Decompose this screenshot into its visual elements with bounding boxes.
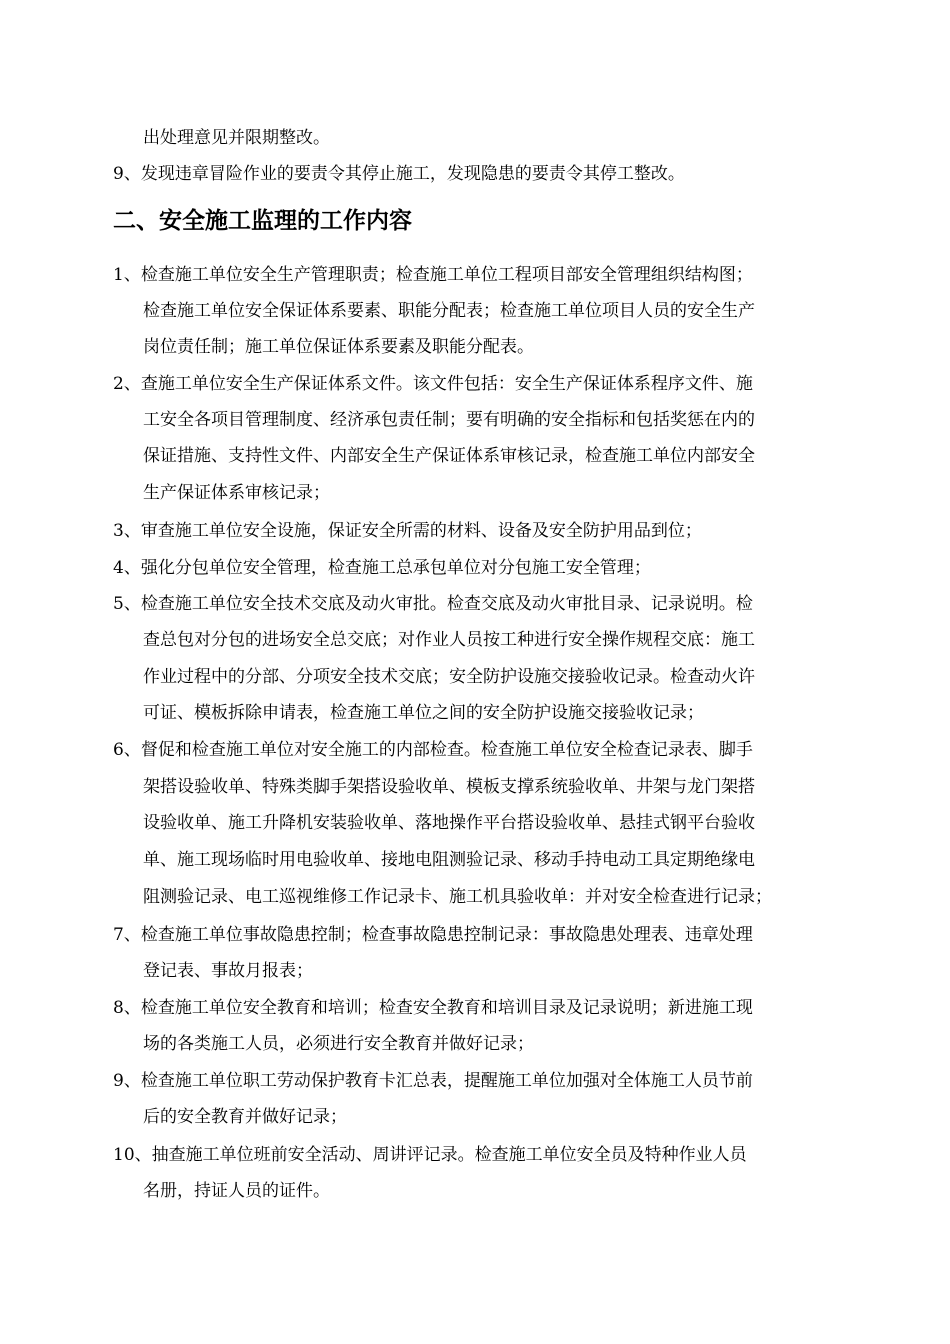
list-item-6-line-4: 单、施工现场临时用电验收单、接地电阻测验记录、移动手持电动工具定期绝缘电 (143, 850, 755, 870)
list-item-10-line-1: 10、抽查施工单位班前安全活动、周讲评记录。检查施工单位安全员及特种作业人员 (113, 1145, 747, 1165)
intro-line-1: 出处理意见并限期整改。 (143, 128, 330, 148)
list-item-5-line-2: 查总包对分包的进场安全总交底；对作业人员按工种进行安全操作规程交底：施工 (143, 630, 755, 650)
list-item-7-line-1: 7、检查施工单位事故隐患控制；检查事故隐患控制记录：事故隐患处理表、违章处理 (113, 925, 753, 945)
list-item-2-line-3: 保证措施、支持性文件、内部安全生产保证体系审核记录，检查施工单位内部安全 (143, 446, 755, 466)
list-item-7-line-2: 登记表、事故月报表； (143, 961, 313, 981)
list-item-6-line-5: 阻测验记录、电工巡视维修工作记录卡、施工机具验收单：并对安全检查进行记录； (143, 887, 772, 907)
list-item-5-line-4: 可证、模板拆除申请表，检查施工单位之间的安全防护设施交接验收记录； (143, 703, 704, 723)
list-item-6-line-3: 设验收单、施工升降机安装验收单、落地操作平台搭设验收单、悬挂式钢平台验收 (143, 813, 755, 833)
list-item-5-line-3: 作业过程中的分部、分项安全技术交底；安全防护设施交接验收记录。检查动火许 (143, 667, 755, 687)
list-item-1-line-2: 检查施工单位安全保证体系要素、职能分配表；检查施工单位项目人员的安全生产 (143, 301, 755, 321)
list-item-5-line-1: 5、检查施工单位安全技术交底及动火审批。检查交底及动火审批目录、记录说明。检 (113, 594, 753, 614)
list-item-8-line-2: 场的各类施工人员，必须进行安全教育并做好记录； (143, 1034, 534, 1054)
list-item-2-line-1: 2、查施工单位安全生产保证体系文件。该文件包括：安全生产保证体系程序文件、施 (113, 374, 753, 394)
section-heading: 二、安全施工监理的工作内容 (113, 208, 412, 234)
list-item-6-line-2: 架搭设验收单、特殊类脚手架搭设验收单、模板支撑系统验收单、井架与龙门架搭 (143, 777, 755, 797)
list-item-3-line-1: 3、审查施工单位安全设施，保证安全所需的材料、设备及安全防护用品到位； (113, 521, 702, 541)
list-item-1-line-1: 1、检查施工单位安全生产管理职责；检查施工单位工程项目部安全管理组织结构图； (113, 265, 753, 285)
list-item-8-line-1: 8、检查施工单位安全教育和培训；检查安全教育和培训目录及记录说明；新进施工现 (113, 998, 753, 1018)
list-item-4-line-1: 4、强化分包单位安全管理，检查施工总承包单位对分包施工安全管理； (113, 558, 651, 578)
intro-line-2: 9、发现违章冒险作业的要责令其停止施工，发现隐患的要责令其停工整改。 (113, 164, 685, 184)
list-item-2-line-2: 工安全各项目管理制度、经济承包责任制；要有明确的安全指标和包括奖惩在内的 (143, 410, 755, 430)
list-item-10-line-2: 名册，持证人员的证件。 (143, 1181, 330, 1201)
list-item-9-line-1: 9、检查施工单位职工劳动保护教育卡汇总表，提醒施工单位加强对全体施工人员节前 (113, 1071, 753, 1091)
list-item-9-line-2: 后的安全教育并做好记录； (143, 1107, 347, 1127)
list-item-1-line-3: 岗位责任制；施工单位保证体系要素及职能分配表。 (143, 337, 534, 357)
list-item-2-line-4: 生产保证体系审核记录； (143, 483, 330, 503)
list-item-6-line-1: 6、督促和检查施工单位对安全施工的内部检查。检查施工单位安全检查记录表、脚手 (113, 740, 753, 760)
